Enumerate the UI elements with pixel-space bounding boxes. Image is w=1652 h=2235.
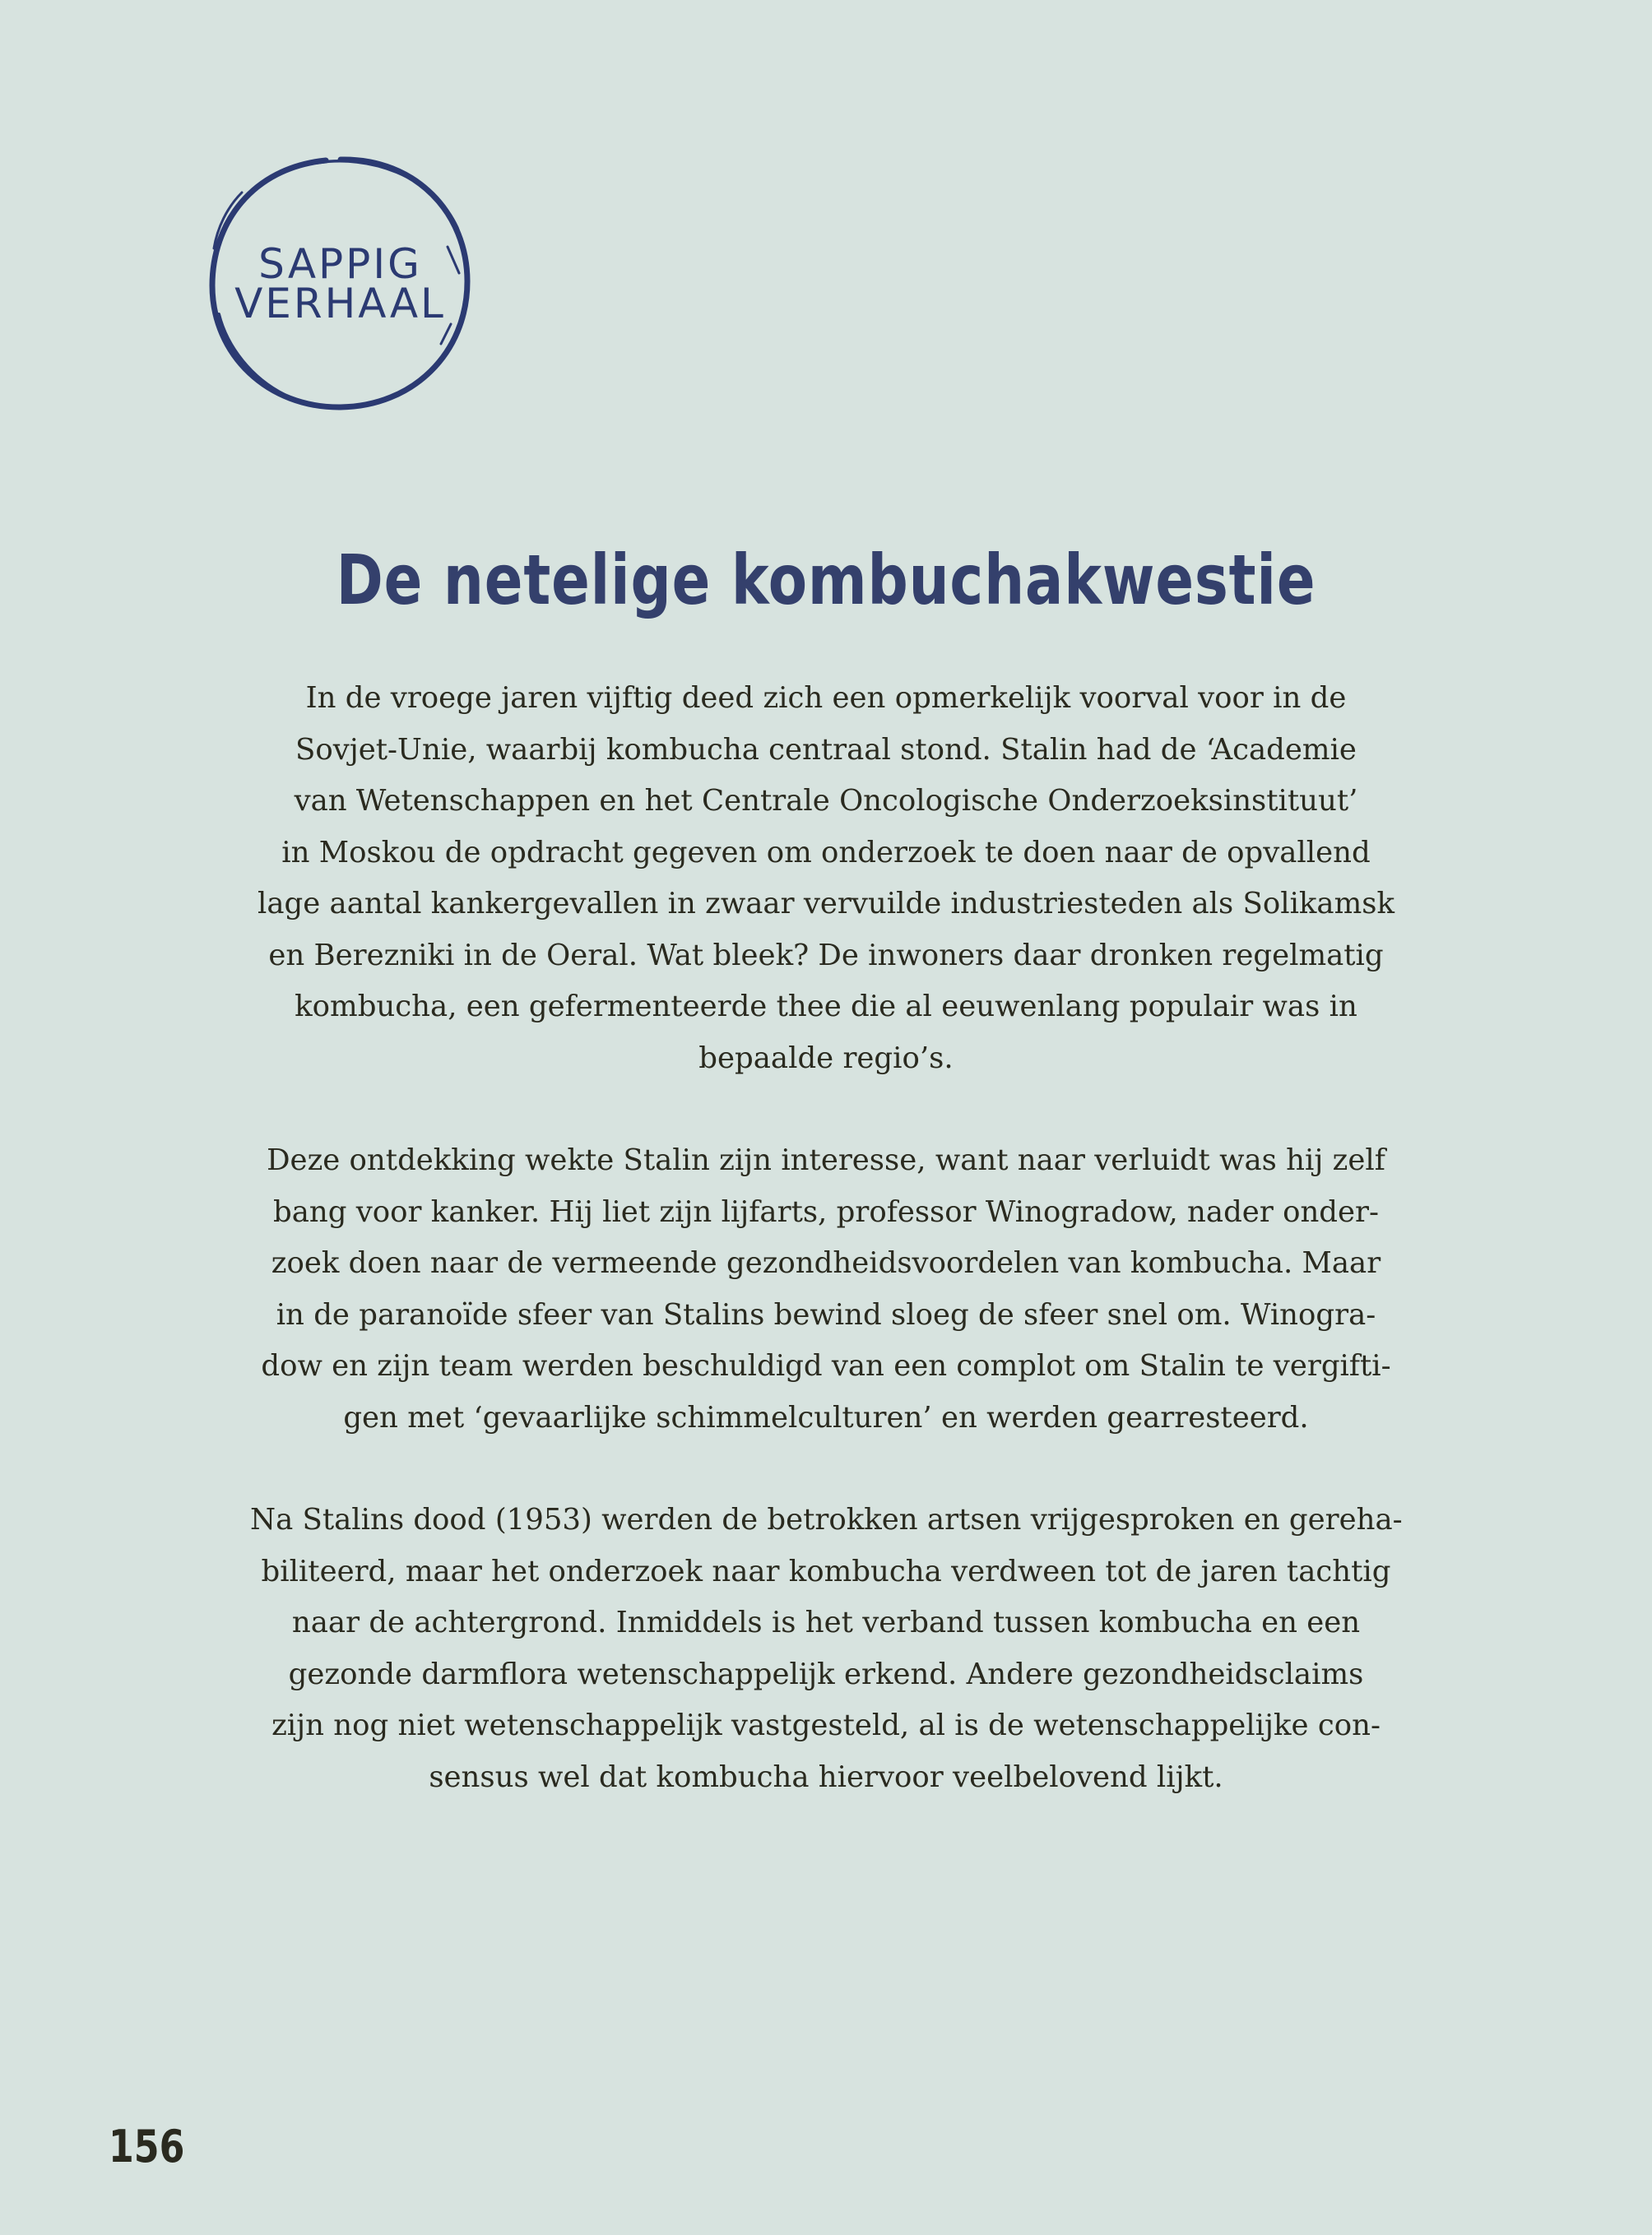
text-line: biliteerd, maar het onderzoek naar kombucha verdween tot de jaren tachtig: [261, 1554, 1391, 1588]
text-line: Deze ontdekking wekte Stalin zijn interesse, want naar verluidt was hij zelf: [267, 1143, 1385, 1177]
text-line: naar de achtergrond. Inmiddels is het verband tussen kombucha en een: [291, 1606, 1361, 1639]
page-title: De netelige kombuchakwestie: [336, 540, 1316, 620]
paragraph-2: [250, 1135, 1402, 1444]
text-line: sensus wel dat kombucha hiervoor veelbelovend lijkt.: [429, 1760, 1223, 1794]
text-line: gezonde darmflora wetenschappelijk erkend. Andere gezondheidsclaims: [288, 1657, 1364, 1691]
stamp-line-2: VERHAAL: [234, 280, 446, 327]
text-line: zoek doen naar de vermeende gezondheidsvoordelen van kombucha. Maar: [271, 1246, 1381, 1280]
text-line: kombucha, een gefermenteerde thee die al eeuwenlang populair was in: [295, 990, 1357, 1023]
text-line: In de vroege jaren vijftig deed zich een opmerkelijk voorval voor in de: [305, 681, 1347, 715]
sappig-verhaal-stamp: [202, 150, 478, 417]
text-line: en Berezniki in de Oeral. Wat bleek? De inwoners daar dronken regelmatig: [268, 938, 1384, 972]
article-body: [250, 673, 1402, 1854]
text-line: zijn nog niet wetenschappelijk vastgesteld, al is de wetenschappelijke con-: [271, 1709, 1381, 1742]
stamp-line-1: SAPPIG: [258, 240, 422, 288]
text-line: bang voor kanker. Hij liet zijn lijfarts, professor Winogradow, nader onder-: [272, 1194, 1380, 1229]
stamp-label: [202, 240, 478, 327]
text-line: van Wetenschappen en het Centrale Oncologische Onderzoeksinstituut’: [294, 784, 1358, 818]
text-line: dow en zijn team werden beschuldigd van een complot om Stalin te vergifti-: [261, 1349, 1391, 1383]
text-line: Na Stalins dood (1953) werden de betrokken artsen vrijgesproken en gereha-: [250, 1503, 1403, 1537]
text-line: Sovjet-Unie, waarbij kombucha centraal stond. Stalin had de ‘Academie: [295, 732, 1357, 767]
page-number: 156: [109, 2121, 185, 2172]
paragraph-1: [250, 673, 1402, 1084]
text-line: in Moskou de opdracht gegeven om onderzoek te doen naar de opvallend: [281, 835, 1371, 869]
text-line: bepaalde regio’s.: [698, 1041, 954, 1075]
text-line: gen met ‘gevaarlijke schimmelculturen’ en werden gearresteerd.: [343, 1400, 1309, 1435]
paragraph-3: [250, 1495, 1402, 1803]
text-line: in de paranoïde sfeer van Stalins bewind sloeg de sfeer snel om. Winogra-: [276, 1297, 1376, 1332]
text-line: lage aantal kankergevallen in zwaar vervuilde industriesteden als Solikamsk: [258, 887, 1394, 920]
